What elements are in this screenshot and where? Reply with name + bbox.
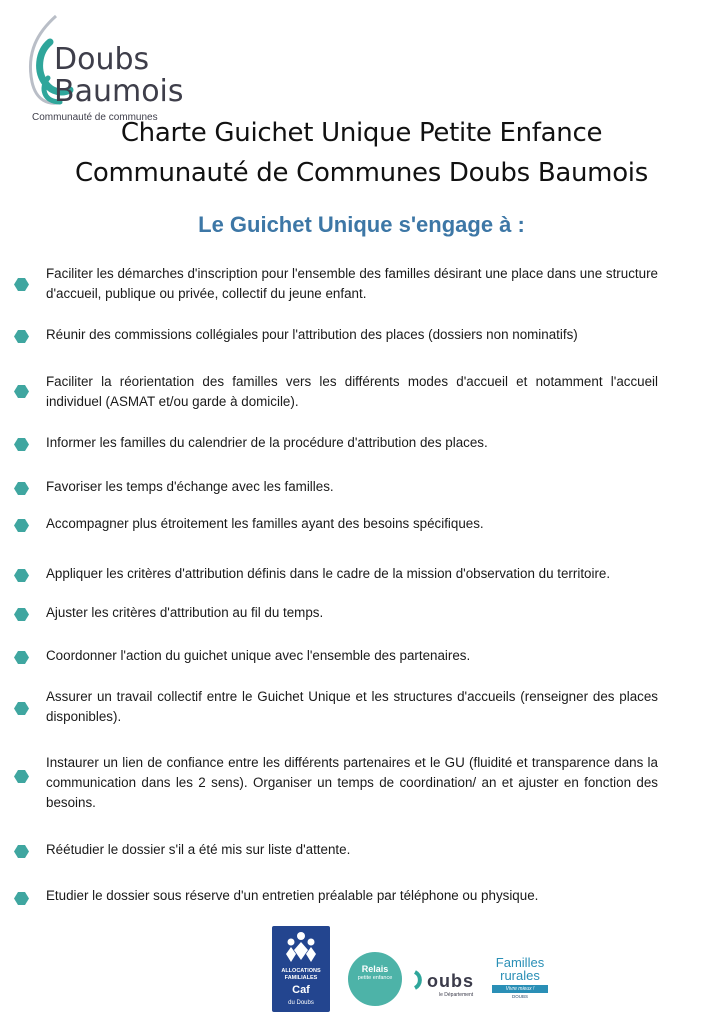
familles-word: Familles: [495, 955, 545, 970]
commitment-item: Accompagner plus étroitement les familles ayant des besoins spécifiques.: [46, 516, 484, 531]
caf-name: Caf: [292, 984, 310, 996]
familles-slogan: Vivre mieux !: [492, 985, 548, 993]
commitment-item: Réétudier le dossier s'il a été mis sur liste d'attente.: [46, 842, 351, 857]
commitment-item: Favoriser les temps d'échange avec les familles.: [46, 479, 334, 494]
caf-logo: [272, 926, 330, 1012]
hexagon-bullet-icon: [14, 330, 29, 343]
hexagon-bullet-icon: [14, 569, 29, 582]
caf-location: du Doubs: [288, 1000, 314, 1006]
commitment-item: Faciliter la réorientation des familles vers les différents modes d'accueil et notamment l'accueil individuel (ASMAT et/ou garde à domicile).: [46, 374, 658, 409]
hexagon-bullet-icon: [14, 482, 29, 495]
hexagon-bullet-icon: [14, 702, 29, 715]
doubs-departement-logo: [413, 970, 474, 998]
hexagon-bullet-icon: [14, 385, 29, 398]
doubs-name: oubs: [427, 971, 474, 991]
logo-word-doubs: Doubs: [54, 42, 150, 77]
familles-region: DOUBS: [511, 994, 528, 999]
rurales-word: rurales: [500, 968, 540, 983]
document-title-line1: Charte Guichet Unique Petite Enfance: [120, 118, 603, 148]
relais-subtitle: petite enfance: [357, 975, 393, 981]
commitment-item: Réunir des commissions collégiales pour l'attribution des places (dossiers non nominatifs): [46, 327, 578, 342]
commitment-item: Etudier le dossier sous réserve d'un entretien préalable par téléphone ou physique.: [46, 888, 539, 903]
commitment-item: Informer les familles du calendrier de la procédure d'attribution des places.: [46, 435, 488, 450]
doubs-subtitle: le Département: [439, 992, 474, 998]
commitment-item: Instaurer un lien de confiance entre les différents partenaires et le GU (fluidité et transparence dans la communication dans les 2 sens). Organiser un temps de coordination/ an et ajuster en fonction des besoins.: [46, 755, 658, 810]
partner-logos: [270, 926, 555, 1016]
relais-title: Relais: [361, 964, 389, 974]
hexagon-bullet-icon: [14, 438, 29, 451]
doubs-d-icon: [413, 970, 427, 990]
hexagon-bullet-icon: [14, 770, 29, 783]
hexagon-bullet-icon: [14, 651, 29, 664]
hexagon-bullet-icon: [14, 519, 29, 532]
caf-family-icon: [284, 930, 318, 966]
commitment-item: Ajuster les critères d'attribution au fil du temps.: [46, 605, 324, 620]
hexagon-bullet-icon: [14, 845, 29, 858]
commitment-item: Appliquer les critères d'attribution définis dans le cadre de la mission d'observation du territoire.: [46, 566, 611, 581]
commitment-item: Coordonner l'action du guichet unique avec l'ensemble des partenaires.: [46, 648, 471, 663]
familles-rurales-logo: [492, 956, 548, 999]
logo-tagline: Communauté de communes: [32, 112, 158, 123]
hexagon-bullet-icon: [14, 892, 29, 905]
commitment-item: Faciliter les démarches d'inscription pour l'ensemble des familles désirant une place dans une structure d'accueil, publique ou privée, collectif du jeune enfant.: [46, 266, 658, 301]
commitment-item: Assurer un travail collectif entre le Guichet Unique et les structures d'accueils (renseigner des places disponibles).: [46, 689, 658, 724]
section-heading: Le Guichet Unique s'engage à :: [198, 212, 525, 237]
doubs-baumois-logo: [18, 12, 188, 123]
hexagon-bullet-icon: [14, 608, 29, 621]
relais-petite-enfance-logo: [348, 952, 402, 1006]
caf-label: ALLOCATIONS FAMILIALES: [281, 968, 321, 981]
hexagon-bullet-icon: [14, 278, 29, 291]
logo-word-baumois: Baumois: [54, 74, 184, 109]
document-title-line2: Communauté de Communes Doubs Baumois: [75, 158, 648, 188]
